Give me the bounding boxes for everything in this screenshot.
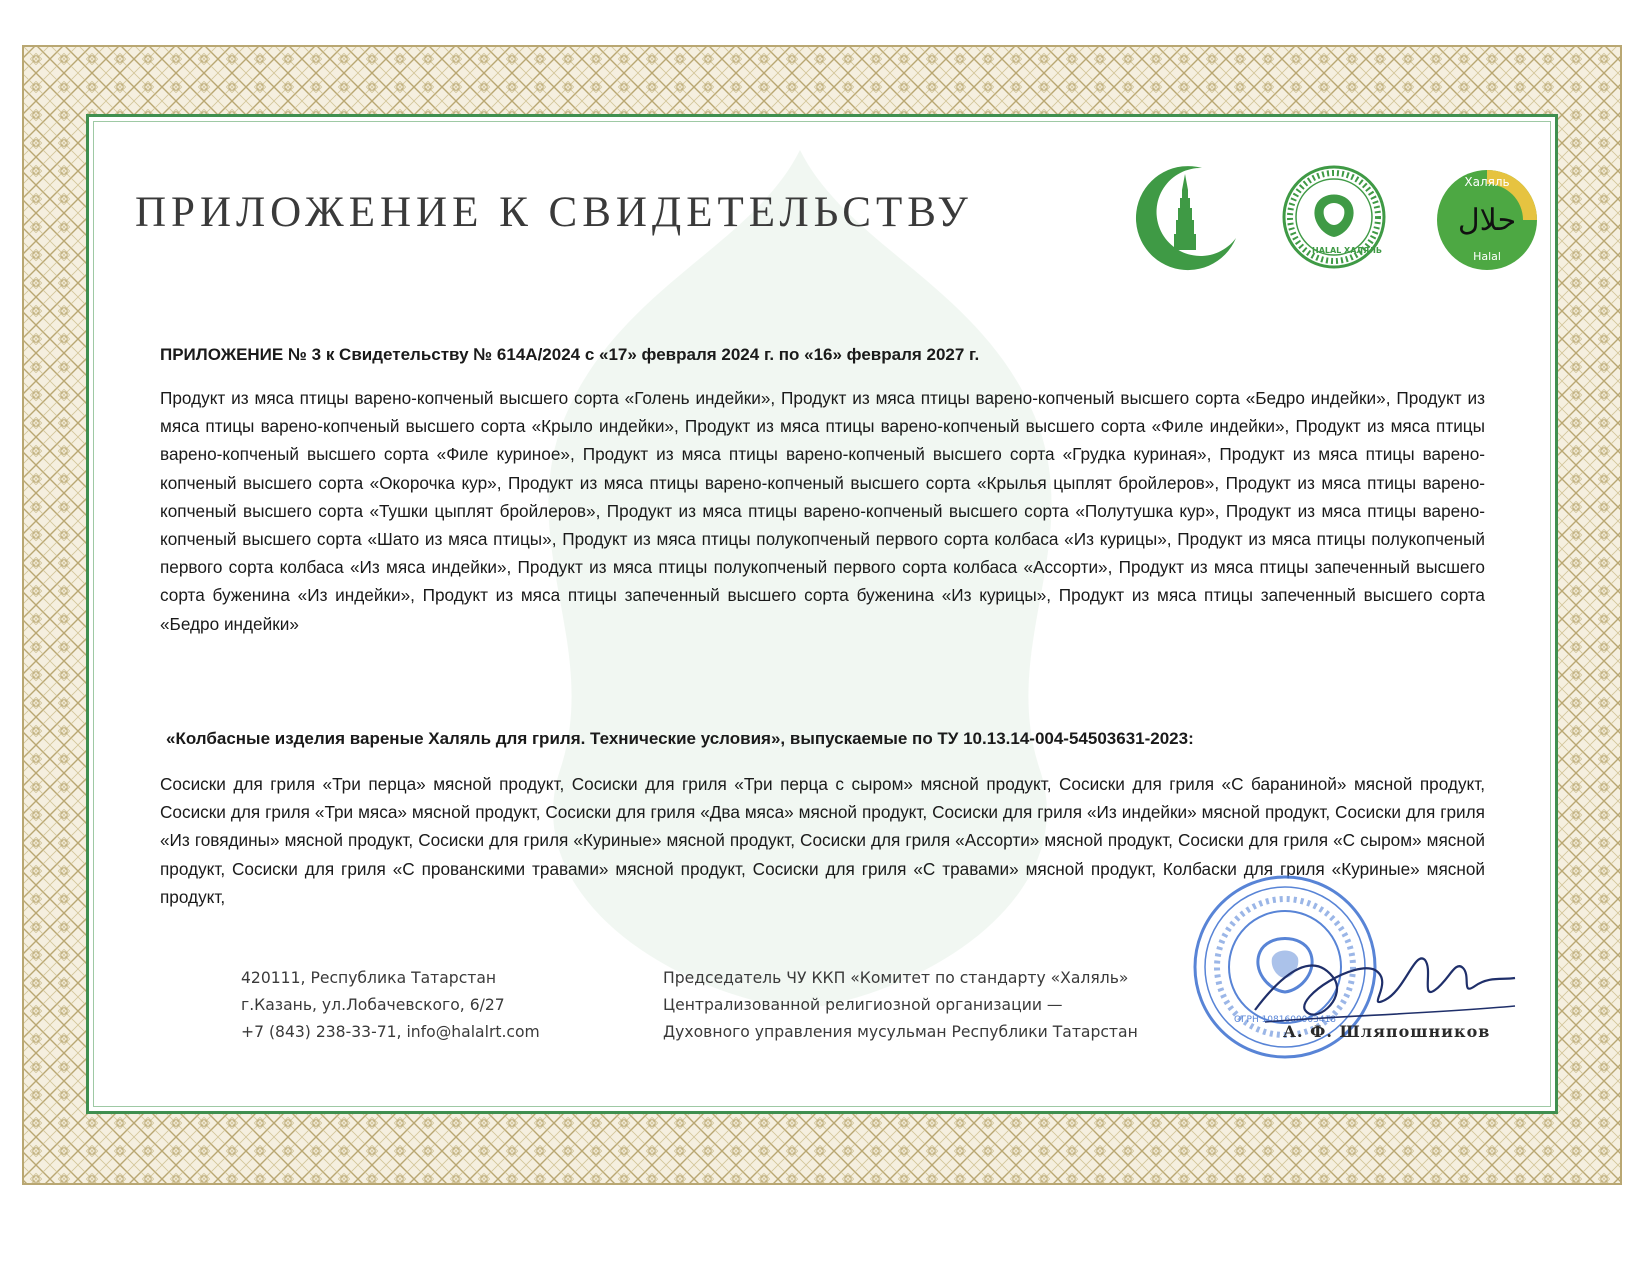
section-heading: «Колбасные изделия вареные Халяль для гриля. Технические условия», выпускаемые по ТУ 10.13.14-004-54503631-2023: (166, 729, 1194, 748)
signer-name: А. Ф. Шляпошников (1283, 1022, 1491, 1041)
appendix-product-list: Продукт из мяса птицы варено-копченый высшего сорта «Голень индейки», Продукт из мяса птицы варено-копченый высшего сорта «Бедро индейки», Продукт из мяса птицы варено-копченый высшего сорта «Крыло индейки», Продукт из мяса птицы варено-копченый высшего сорта «Филе индейки», Продукт из мяса птицы варено-копченый высшего сорта «Филе куриное», Продукт из мяса птицы варено-копченый высшего сорта «Грудка куриная», Продукт из мяса птицы варено-копченый высшего сорта «Окорочка кур», Продукт из мяса птицы варено-копченый высшего сорта «Крылья цыплят бройлеров», Продукт из мяса птицы варено-копченый высшего сорта «Тушки цыплят бройлеров», Продукт из мяса птицы варено-копченый высшего сорта «Полутушка кур», Продукт из мяса птицы варено-копченый высшего сорта «Шато из мяса птицы», Продукт из мяса птицы полукопченый первого сорта колбаса «Из курицы», Продукт из мяса птицы полукопченый первого сорта колбаса «Из мяса индейки», Продукт из мяса птицы полукопченый первого сорта колбаса «Ассорти», Продукт из мяса птицы запеченный высшего сорта буженина «Из индейки», Продукт из мяса птицы запеченный высшего сорта буженина «Из курицы», Продукт из мяса птицы запеченный высшего сорта «Бедро индейки» (160, 388, 1485, 634)
address-line: г.Казань, ул.Лобачевского, 6/27 (241, 996, 505, 1014)
halal-badge-arabic-text: حلال (1457, 203, 1517, 238)
chairman-line: Духовного управления мусульман Республики Татарстан (663, 1023, 1138, 1041)
halal-badge-top-text: Халяль (1464, 175, 1510, 189)
halal-committee-seal (1282, 165, 1386, 269)
appendix-heading: ПРИЛОЖЕНИЕ № 3 к Свидетельству № 614А/2024 с «17» февраля 2024 г. по «16» февраля 2027 г. (160, 345, 980, 364)
section-product-list: Сосиски для гриля «Три перца» мясной продукт, Сосиски для гриля «Три перца с сыром» мясной продукт, Сосиски для гриля «С бараниной» мясной продукт, Сосиски для гриля «Три мяса» мясной продукт, Сосиски для гриля «Два мяса» мясной продукт, Сосиски для гриля «Из индейки» мясной продукт, Сосиски для гриля «Из говядины» мясной продукт, Сосиски для гриля «Куриные» мясной продукт, Сосиски для гриля «Ассорти» мясной продукт, Сосиски для гриля «С сыром» мясной продукт, Сосиски для гриля «С прованскими травами» мясной продукт, Сосиски для гриля «С травами» мясной продукт, Колбаски для гриля «Куриные» мясной продукт, (160, 774, 1485, 907)
halal-badge (1435, 168, 1539, 272)
address-block (241, 965, 540, 1046)
stamp-ogrn-text: ОГРН 1081600003418 (1233, 1015, 1337, 1025)
chairman-line: Председатель ЧУ ККП «Комитет по стандарту «Халяль» (663, 969, 1129, 987)
chairman-line: Централизованной религиозной организации — (663, 996, 1063, 1014)
seal-halal-text: HALAL ХАЛЯЛЬ (1312, 246, 1382, 255)
halal-badge-bottom-text: Halal (1473, 250, 1501, 263)
address-contact-line: +7 (843) 238-33-71, info@halalrt.com (241, 1023, 540, 1041)
address-line: 420111, Республика Татарстан (241, 969, 497, 987)
crescent-minaret-logo (1132, 160, 1244, 272)
chairman-block (663, 965, 1138, 1046)
document-title: ПРИЛОЖЕНИЕ К СВИДЕТЕЛЬСТВУ (135, 189, 973, 236)
